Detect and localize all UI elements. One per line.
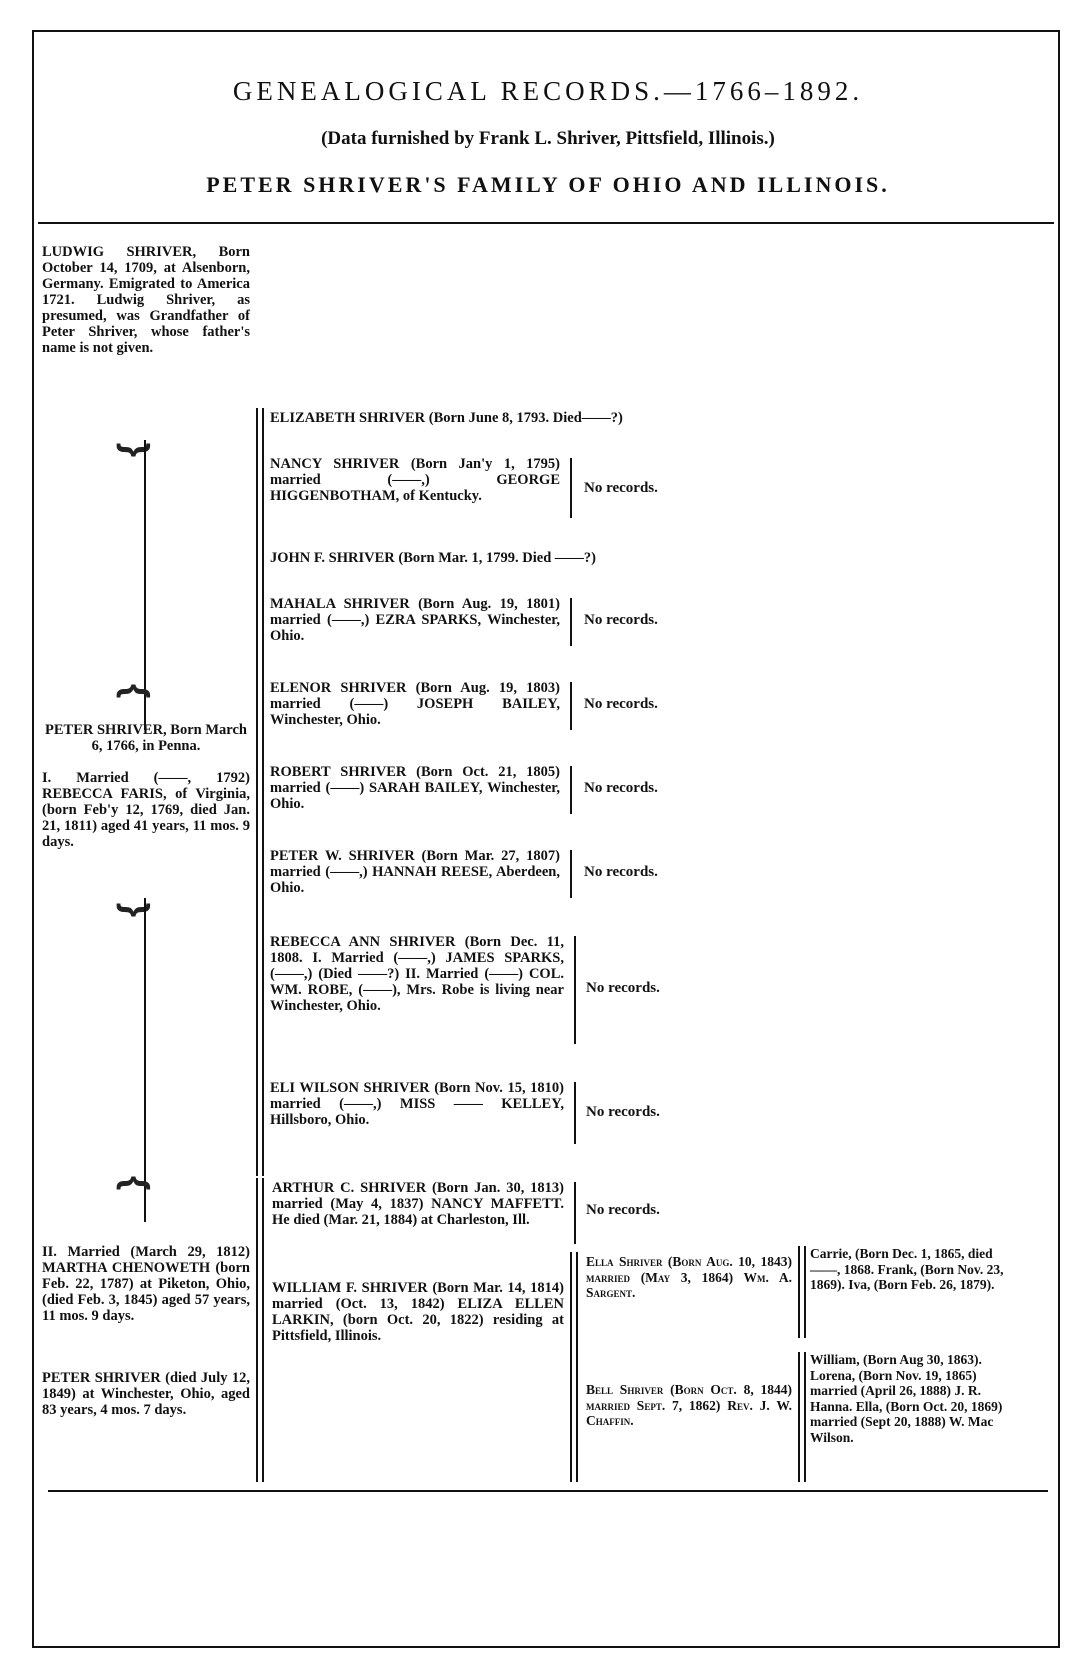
bell-children: William, (Born Aug 30, 1863). Lorena, (Born Nov. 19, 1865) married (April 26, 1888) J. R. Hanna. Ella, (Born Oct. 20, 1869) married (Sept 20, 1888) W. Mac Wilson. bbox=[810, 1352, 1003, 1445]
child-robert: ROBERT SHRIVER (Born Oct. 21, 1805) married (——) SARAH BAILEY, Winchester, Ohio. bbox=[270, 764, 560, 812]
no-records-note: No records. bbox=[586, 980, 660, 996]
child-william-f: WILLIAM F. SHRIVER (Born Mar. 14, 1814) married (Oct. 13, 1842) ELIZA ELLEN LARKIN, (born Oct. 20, 1822) residing at Pittsfield, Illinois. bbox=[272, 1280, 564, 1344]
peter-entry: PETER SHRIVER, Born March 6, 1766, in Penna. bbox=[45, 722, 247, 754]
page-frame bbox=[32, 30, 1060, 1648]
record-bracket bbox=[574, 936, 576, 1044]
no-records-note: No records. bbox=[584, 612, 658, 628]
page-subtitle: (Data furnished by Frank L. Shriver, Pittsfield, Illinois.) bbox=[321, 128, 775, 149]
no-records-note: No records. bbox=[586, 1202, 660, 1218]
descent-line bbox=[144, 898, 146, 1222]
child-nancy: NANCY SHRIVER (Born Jan'y 1, 1795) married (——,) GEORGE HIGGENBOTHAM, of Kentucky. bbox=[270, 456, 560, 504]
no-records-note: No records. bbox=[584, 864, 658, 880]
family-heading: PETER SHRIVER'S FAMILY OF OHIO AND ILLINOIS. bbox=[206, 172, 890, 197]
page-title: GENEALOGICAL RECORDS.—1766–1892. bbox=[232, 76, 864, 106]
child-eli-wilson: ELI WILSON SHRIVER (Born Nov. 15, 1810) married (——,) MISS —— KELLEY, Hillsboro, Ohio. bbox=[270, 1080, 564, 1128]
child-elizabeth: ELIZABETH SHRIVER (Born June 8, 1793. Died——?) bbox=[270, 410, 623, 426]
second-family-bracket bbox=[262, 1178, 264, 1482]
first-family-bracket bbox=[262, 408, 264, 1176]
great-grandchildren-bracket bbox=[804, 1352, 806, 1482]
second-marriage: II. Married (March 29, 1812) MARTHA CHENOWETH (born Feb. 22, 1787) at Piketon, Ohio, (died Feb. 3, 1845) aged 57 years, 11 mos. 9 days. bbox=[42, 1244, 250, 1324]
record-bracket bbox=[570, 682, 572, 730]
child-mahala: MAHALA SHRIVER (Born Aug. 19, 1801) married (——,) EZRA SPARKS, Winchester, Ohio. bbox=[270, 596, 560, 644]
ludwig-entry: LUDWIG SHRIVER, Born October 14, 1709, at Alsenborn, Germany. Emigrated to America 1721. Ludwig Shriver, as presumed, was Grandfather of Peter Shriver, whose father's name is not given. bbox=[42, 244, 250, 356]
grandchild-ella: Ella Shriver (Born Aug. 10, 1843) married (May 3, 1864) Wm. A. Sargent. bbox=[586, 1254, 792, 1300]
grandchild-bell: Bell Shriver (Born Oct. 8, 1844) married Sept. 7, 1862) Rev. J. W. Chaffin. bbox=[586, 1382, 792, 1428]
record-bracket bbox=[570, 766, 572, 814]
no-records-note: No records. bbox=[584, 696, 658, 712]
child-arthur: ARTHUR C. SHRIVER (Born Jan. 30, 1813) married (May 4, 1837) NANCY MAFFETT. He died (Mar. 21, 1884) at Charleston, Ill. bbox=[272, 1180, 564, 1228]
child-john: JOHN F. SHRIVER (Born Mar. 1, 1799. Died ——?) bbox=[270, 550, 596, 566]
grandchildren-bracket bbox=[576, 1252, 578, 1482]
first-family-bracket bbox=[256, 408, 258, 1176]
brace-icon: ⏞ bbox=[116, 1175, 151, 1243]
child-rebecca-ann: REBECCA ANN SHRIVER (Born Dec. 11, 1808. I. Married (——,) JAMES SPARKS, (——,) (Died ——?) II. Married (——) COL. WM. ROBE, (——), Mrs. Robe is living near Winchester, Ohio. bbox=[270, 934, 564, 1014]
record-bracket bbox=[574, 1082, 576, 1144]
great-grandchildren-bracket bbox=[798, 1246, 800, 1338]
brace-icon: ⏟ bbox=[116, 385, 151, 453]
brace-icon: ⏟ bbox=[116, 845, 151, 913]
record-bracket bbox=[570, 458, 572, 518]
second-family-bracket bbox=[256, 1178, 258, 1482]
great-grandchildren-bracket bbox=[804, 1246, 806, 1338]
child-elenor: ELENOR SHRIVER (Born Aug. 19, 1803) married (——) JOSEPH BAILEY, Winchester, Ohio. bbox=[270, 680, 560, 728]
footer-rule bbox=[48, 1490, 1048, 1492]
first-marriage: I. Married (——, 1792) REBECCA FARIS, of Virginia, (born Feb'y 12, 1769, died Jan. 21, 1811) aged 41 years, 11 mos. 9 days. bbox=[42, 770, 250, 850]
brace-icon: ⏞ bbox=[116, 683, 151, 751]
no-records-note: No records. bbox=[584, 480, 658, 496]
peter-death: PETER SHRIVER (died July 12, 1849) at Winchester, Ohio, aged 83 years, 4 mos. 7 days. bbox=[42, 1370, 250, 1418]
record-bracket bbox=[574, 1182, 576, 1244]
header-rule bbox=[38, 222, 1054, 224]
no-records-note: No records. bbox=[584, 780, 658, 796]
child-peter-w: PETER W. SHRIVER (Born Mar. 27, 1807) married (——,) HANNAH REESE, Aberdeen, Ohio. bbox=[270, 848, 560, 896]
record-bracket bbox=[570, 850, 572, 898]
no-records-note: No records. bbox=[586, 1104, 660, 1120]
grandchildren-bracket bbox=[570, 1252, 572, 1482]
ella-children: Carrie, (Born Dec. 1, 1865, died——, 1868. Frank, (Born Nov. 23, 1869). Iva, (Born Feb. 26, 1879). bbox=[810, 1246, 1004, 1292]
record-bracket bbox=[570, 598, 572, 646]
great-grandchildren-bracket bbox=[798, 1352, 800, 1482]
